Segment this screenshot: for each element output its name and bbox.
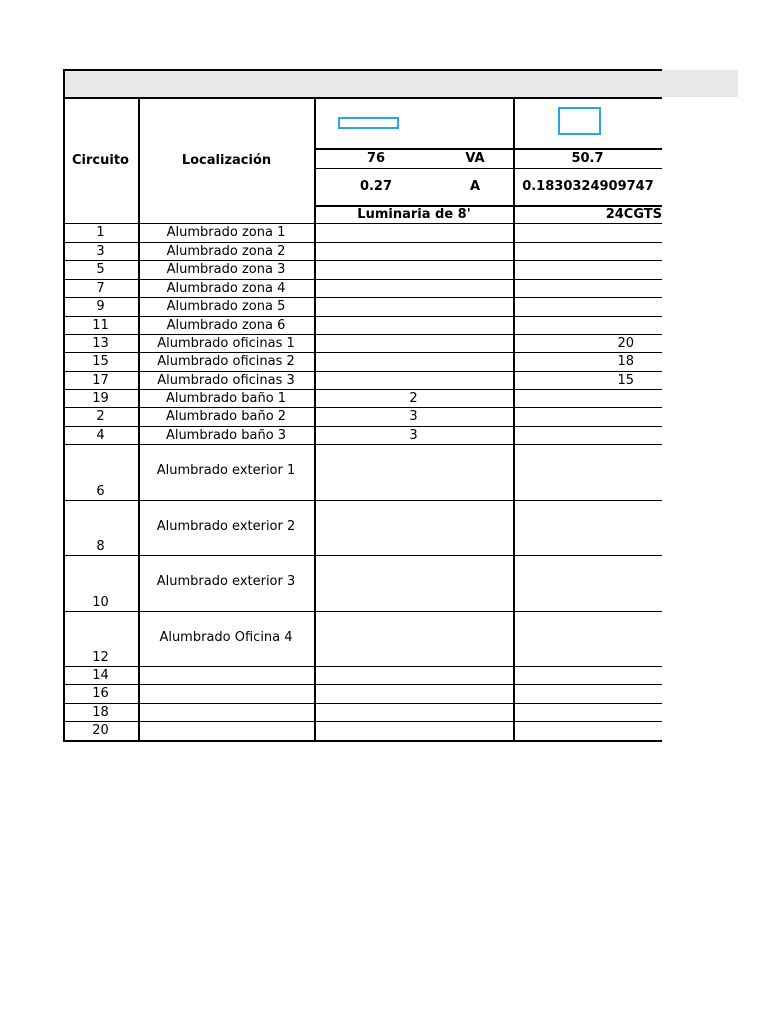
grid-hline <box>63 721 662 722</box>
fixture-b-count: 15 <box>617 372 634 388</box>
circuit-number: 17 <box>92 372 109 388</box>
circuit-number: 8 <box>96 539 105 554</box>
circuit-number: 14 <box>92 667 109 683</box>
location-label: Alumbrado zona 2 <box>166 243 286 259</box>
fixture-a-amp-unit: A <box>469 178 481 194</box>
fixture-a-amp-value: 0.27 <box>359 178 393 194</box>
fixture-b-count <box>513 407 662 426</box>
grid-hline <box>63 407 662 408</box>
circuit-number: 16 <box>92 686 109 701</box>
circuit-number: 15 <box>92 354 109 369</box>
fixture-b-amp-value: 0.1830324909747 <box>522 178 654 194</box>
location-label <box>138 721 314 740</box>
location-label: Alumbrado zona 6 <box>166 317 286 333</box>
location-label: Alumbrado oficinas 2 <box>157 354 295 369</box>
grid-hline <box>63 555 662 556</box>
fixture-a-count <box>314 316 513 334</box>
fixture-a-count <box>314 334 513 352</box>
fixture-a-count <box>314 242 513 260</box>
grid-hline <box>63 260 662 261</box>
grid-hline <box>63 444 662 445</box>
title-band <box>63 70 738 97</box>
fixture-b-count <box>513 297 662 316</box>
grid-hline <box>63 69 662 71</box>
fixture-a-count: 2 <box>409 390 418 406</box>
fixture-b-count <box>513 611 662 666</box>
fixture-a-count <box>314 297 513 316</box>
fixture-a-count <box>314 666 513 684</box>
fixture-a-count <box>314 279 513 297</box>
location-label: Alumbrado baño 3 <box>165 427 287 443</box>
grid-hline <box>63 703 662 704</box>
fixture-b-count: 20 <box>617 335 634 351</box>
fixture-a-count <box>314 684 513 703</box>
grid-hline <box>63 389 662 390</box>
fixture-a-va-value: 76 <box>366 150 386 166</box>
location-label: Alumbrado exterior 2 <box>156 519 296 534</box>
location-label <box>138 666 314 684</box>
fixture-b-count <box>513 666 662 684</box>
fixture-a-count: 3 <box>409 409 418 424</box>
fixture-b-count <box>513 500 662 555</box>
circuit-number: 11 <box>92 317 109 333</box>
grid-hline <box>63 740 662 742</box>
wide-fixture-icon <box>338 117 399 129</box>
location-label: Alumbrado zona 1 <box>166 225 286 240</box>
fixture-a-count <box>314 611 513 666</box>
grid-hline <box>63 242 662 243</box>
fixture-a-count <box>314 721 513 740</box>
fixture-a-count <box>314 352 513 371</box>
square-fixture-icon <box>558 107 601 135</box>
location-label: Alumbrado baño 2 <box>165 409 287 424</box>
location-label: Alumbrado baño 1 <box>165 390 287 406</box>
grid-hline <box>63 97 662 99</box>
fixture-b-count <box>513 426 662 444</box>
location-label: Alumbrado oficinas 3 <box>157 372 295 388</box>
grid-hline <box>63 500 662 501</box>
grid-hline <box>63 334 662 335</box>
fixture-b-count <box>513 703 662 721</box>
circuit-number: 10 <box>92 595 109 610</box>
grid-hline <box>63 611 662 612</box>
fixture-b-count <box>513 223 662 242</box>
header-localizacion: Localización <box>181 153 272 168</box>
fixture-a-count <box>314 260 513 279</box>
circuit-number: 1 <box>96 225 105 240</box>
fixture-b-count <box>513 389 662 407</box>
grid-vline <box>138 97 140 741</box>
grid-hline <box>314 168 662 169</box>
fixture-b-count <box>513 555 662 611</box>
fixture-b-count <box>513 279 662 297</box>
location-label <box>138 684 314 703</box>
circuit-number: 3 <box>96 243 105 259</box>
grid-vline <box>513 97 515 741</box>
fixture-a-count <box>314 703 513 721</box>
fixture-a-count <box>314 223 513 242</box>
grid-hline <box>63 371 662 372</box>
location-label: Alumbrado zona 4 <box>166 280 286 296</box>
circuit-number: 19 <box>92 390 109 406</box>
location-label: Alumbrado Oficina 4 <box>159 630 293 645</box>
grid-hline <box>63 223 662 224</box>
fixture-a-count <box>314 555 513 611</box>
grid-hline <box>63 426 662 427</box>
circuit-number: 12 <box>92 650 109 665</box>
location-label: Alumbrado zona 3 <box>166 262 286 277</box>
circuit-number: 9 <box>96 299 105 314</box>
fixture-b-count <box>513 684 662 703</box>
grid-hline <box>63 279 662 280</box>
fixture-b-count <box>513 316 662 334</box>
location-label <box>138 703 314 721</box>
grid-hline <box>63 316 662 317</box>
location-label: Alumbrado zona 5 <box>166 299 286 314</box>
location-label: Alumbrado exterior 1 <box>156 463 296 478</box>
fixture-b-count <box>513 260 662 279</box>
fixture-b-count <box>513 444 662 500</box>
circuit-number: 18 <box>92 704 109 720</box>
circuit-number: 13 <box>92 335 109 351</box>
fixture-a-count <box>314 500 513 555</box>
grid-hline <box>314 148 662 150</box>
fixture-b-count <box>513 721 662 740</box>
grid-hline <box>63 666 662 667</box>
fixture-b-va-value: 50.7 <box>571 150 604 166</box>
circuit-number: 2 <box>96 409 105 424</box>
fixture-a-va-unit: VA <box>465 150 485 166</box>
circuit-number: 20 <box>92 723 109 738</box>
location-label: Alumbrado oficinas 1 <box>157 335 295 351</box>
fixture-b-count: 18 <box>617 354 634 369</box>
grid-vline <box>63 69 65 741</box>
fixture-b-count <box>513 242 662 260</box>
fixture-a-name: Luminaria de 8' <box>357 207 471 222</box>
grid-hline <box>63 352 662 353</box>
fixture-a-count <box>314 371 513 389</box>
grid-hline <box>63 297 662 298</box>
circuit-number: 7 <box>96 280 105 296</box>
fixture-b-name: 24CGTS <box>605 207 662 222</box>
grid-vline <box>314 97 316 741</box>
circuit-number: 5 <box>96 262 105 277</box>
fixture-a-count <box>314 444 513 500</box>
circuit-number: 4 <box>96 427 105 443</box>
location-label: Alumbrado exterior 3 <box>156 574 296 589</box>
header-circuito: Circuito <box>72 153 129 168</box>
grid-hline <box>63 684 662 685</box>
grid-hline <box>314 205 662 207</box>
fixture-a-count: 3 <box>409 427 418 443</box>
circuit-number: 6 <box>96 484 105 499</box>
